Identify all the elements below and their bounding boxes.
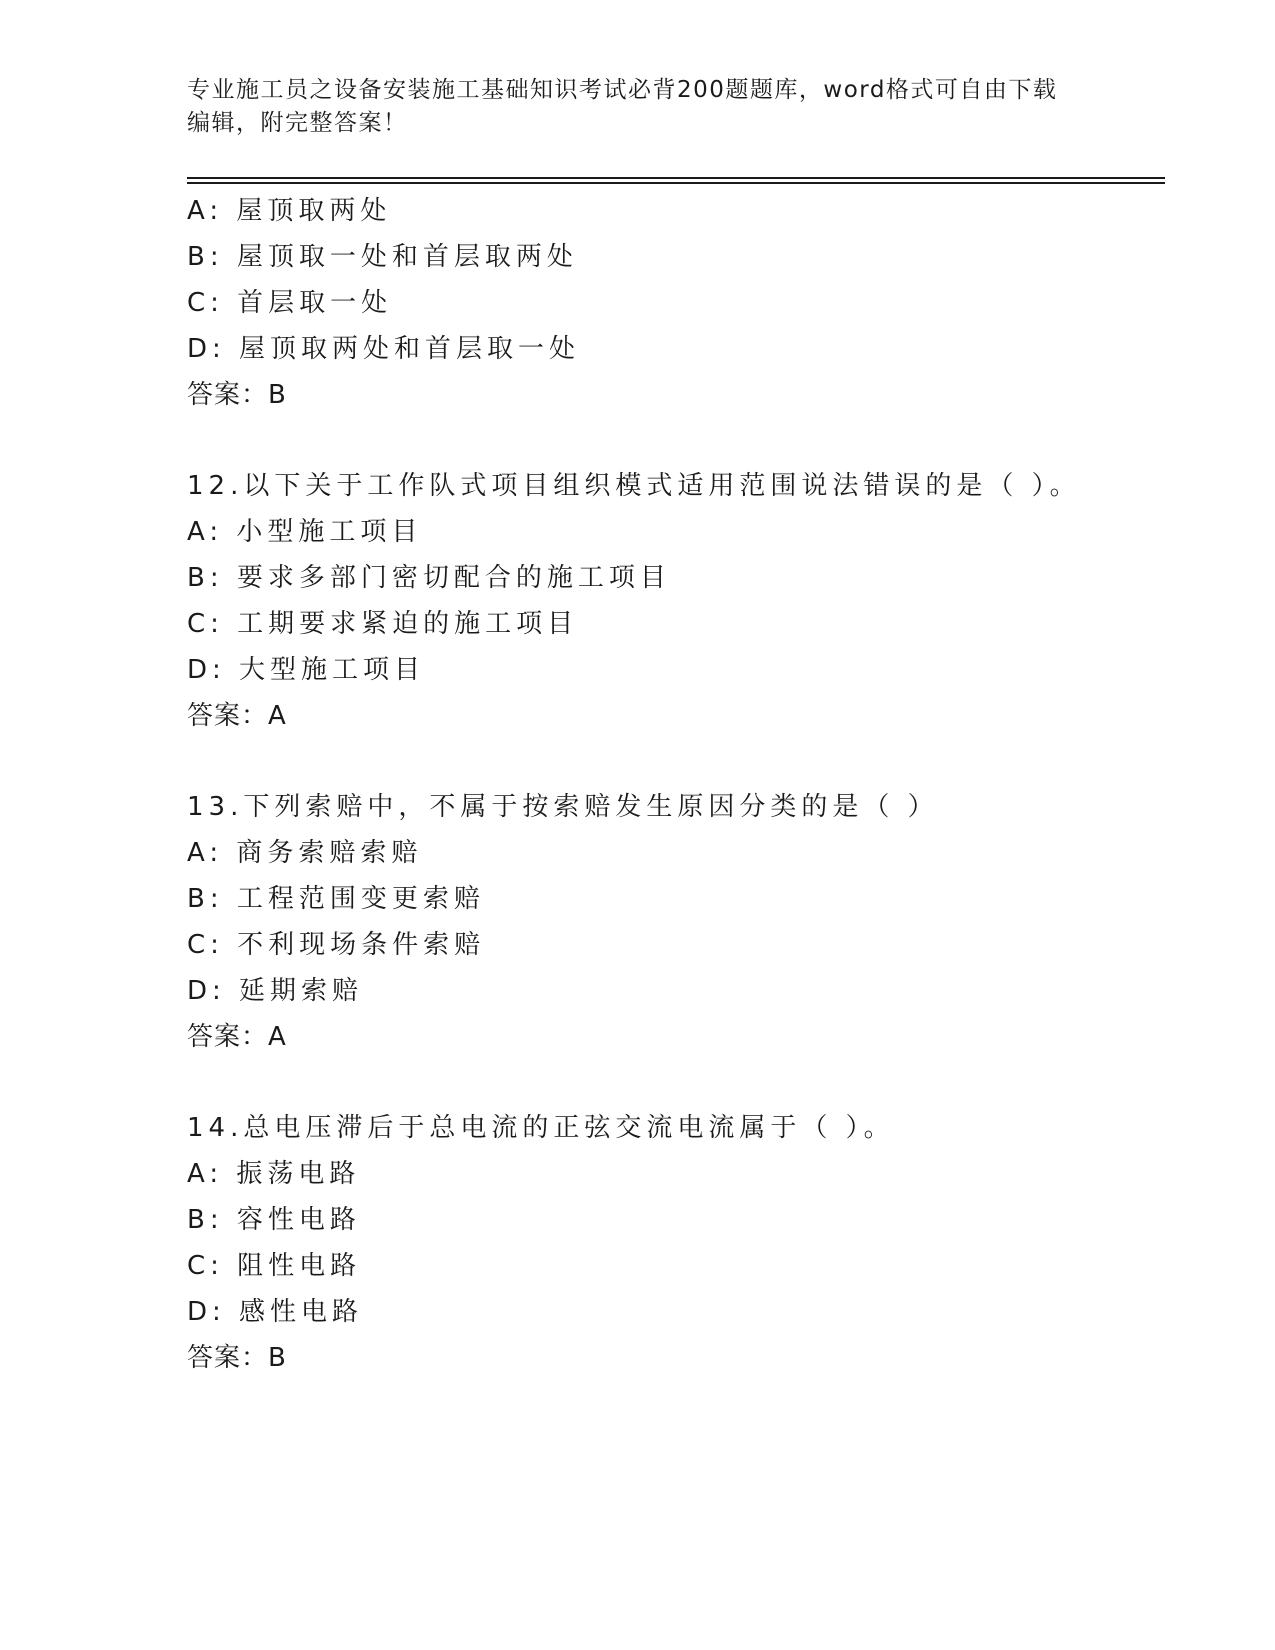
answer: 答案：B xyxy=(187,380,287,410)
question-title: 13.下列索赔中，不属于按索赔发生原因分类的是（ ） xyxy=(187,792,939,822)
document-header xyxy=(187,74,1087,140)
option-a: A: 商务索赔索赔 xyxy=(187,838,423,868)
option-d: D: 屋顶取两处和首层取一处 xyxy=(187,334,581,364)
option-b: B: 要求多部门密切配合的施工项目 xyxy=(187,563,671,593)
question-list xyxy=(187,188,1147,1381)
option-b: B: 工程范围变更索赔 xyxy=(187,884,485,914)
question-11 xyxy=(187,188,1147,418)
question-13 xyxy=(187,784,1147,1060)
answer: 答案：B xyxy=(187,1343,287,1373)
spacer xyxy=(187,418,1147,463)
option-c: C: 不利现场条件索赔 xyxy=(187,930,486,960)
option-c: C: 阻性电路 xyxy=(187,1251,362,1281)
question-12 xyxy=(187,463,1147,739)
header-divider-bottom xyxy=(187,182,1165,184)
spacer xyxy=(187,739,1147,784)
option-c: C: 首层取一处 xyxy=(187,288,393,318)
header-line-2: 编辑，附完整答案！ xyxy=(187,110,408,136)
option-d: D: 延期索赔 xyxy=(187,976,364,1006)
option-a: A: 小型施工项目 xyxy=(187,517,423,547)
spacer xyxy=(187,1060,1147,1105)
question-title: 12.以下关于工作队式项目组织模式适用范围说法错误的是（ ）。 xyxy=(187,471,1081,501)
answer: 答案：A xyxy=(187,1022,287,1052)
option-b: B: 容性电路 xyxy=(187,1205,361,1235)
header-divider-top xyxy=(187,177,1165,179)
option-b: B: 屋顶取一处和首层取两处 xyxy=(187,242,578,272)
option-a: A: 振荡电路 xyxy=(187,1159,361,1189)
header-line-1: 专业施工员之设备安装施工基础知识考试必背200题题库，word格式可自由下载 xyxy=(187,77,1058,103)
option-c: C: 工期要求紧迫的施工项目 xyxy=(187,609,579,639)
option-a: A: 屋顶取两处 xyxy=(187,196,392,226)
answer: 答案：A xyxy=(187,701,287,731)
option-d: D: 大型施工项目 xyxy=(187,655,426,685)
option-d: D: 感性电路 xyxy=(187,1297,364,1327)
question-title: 14.总电压滞后于总电流的正弦交流电流属于（ ）。 xyxy=(187,1113,895,1143)
question-14 xyxy=(187,1105,1147,1381)
